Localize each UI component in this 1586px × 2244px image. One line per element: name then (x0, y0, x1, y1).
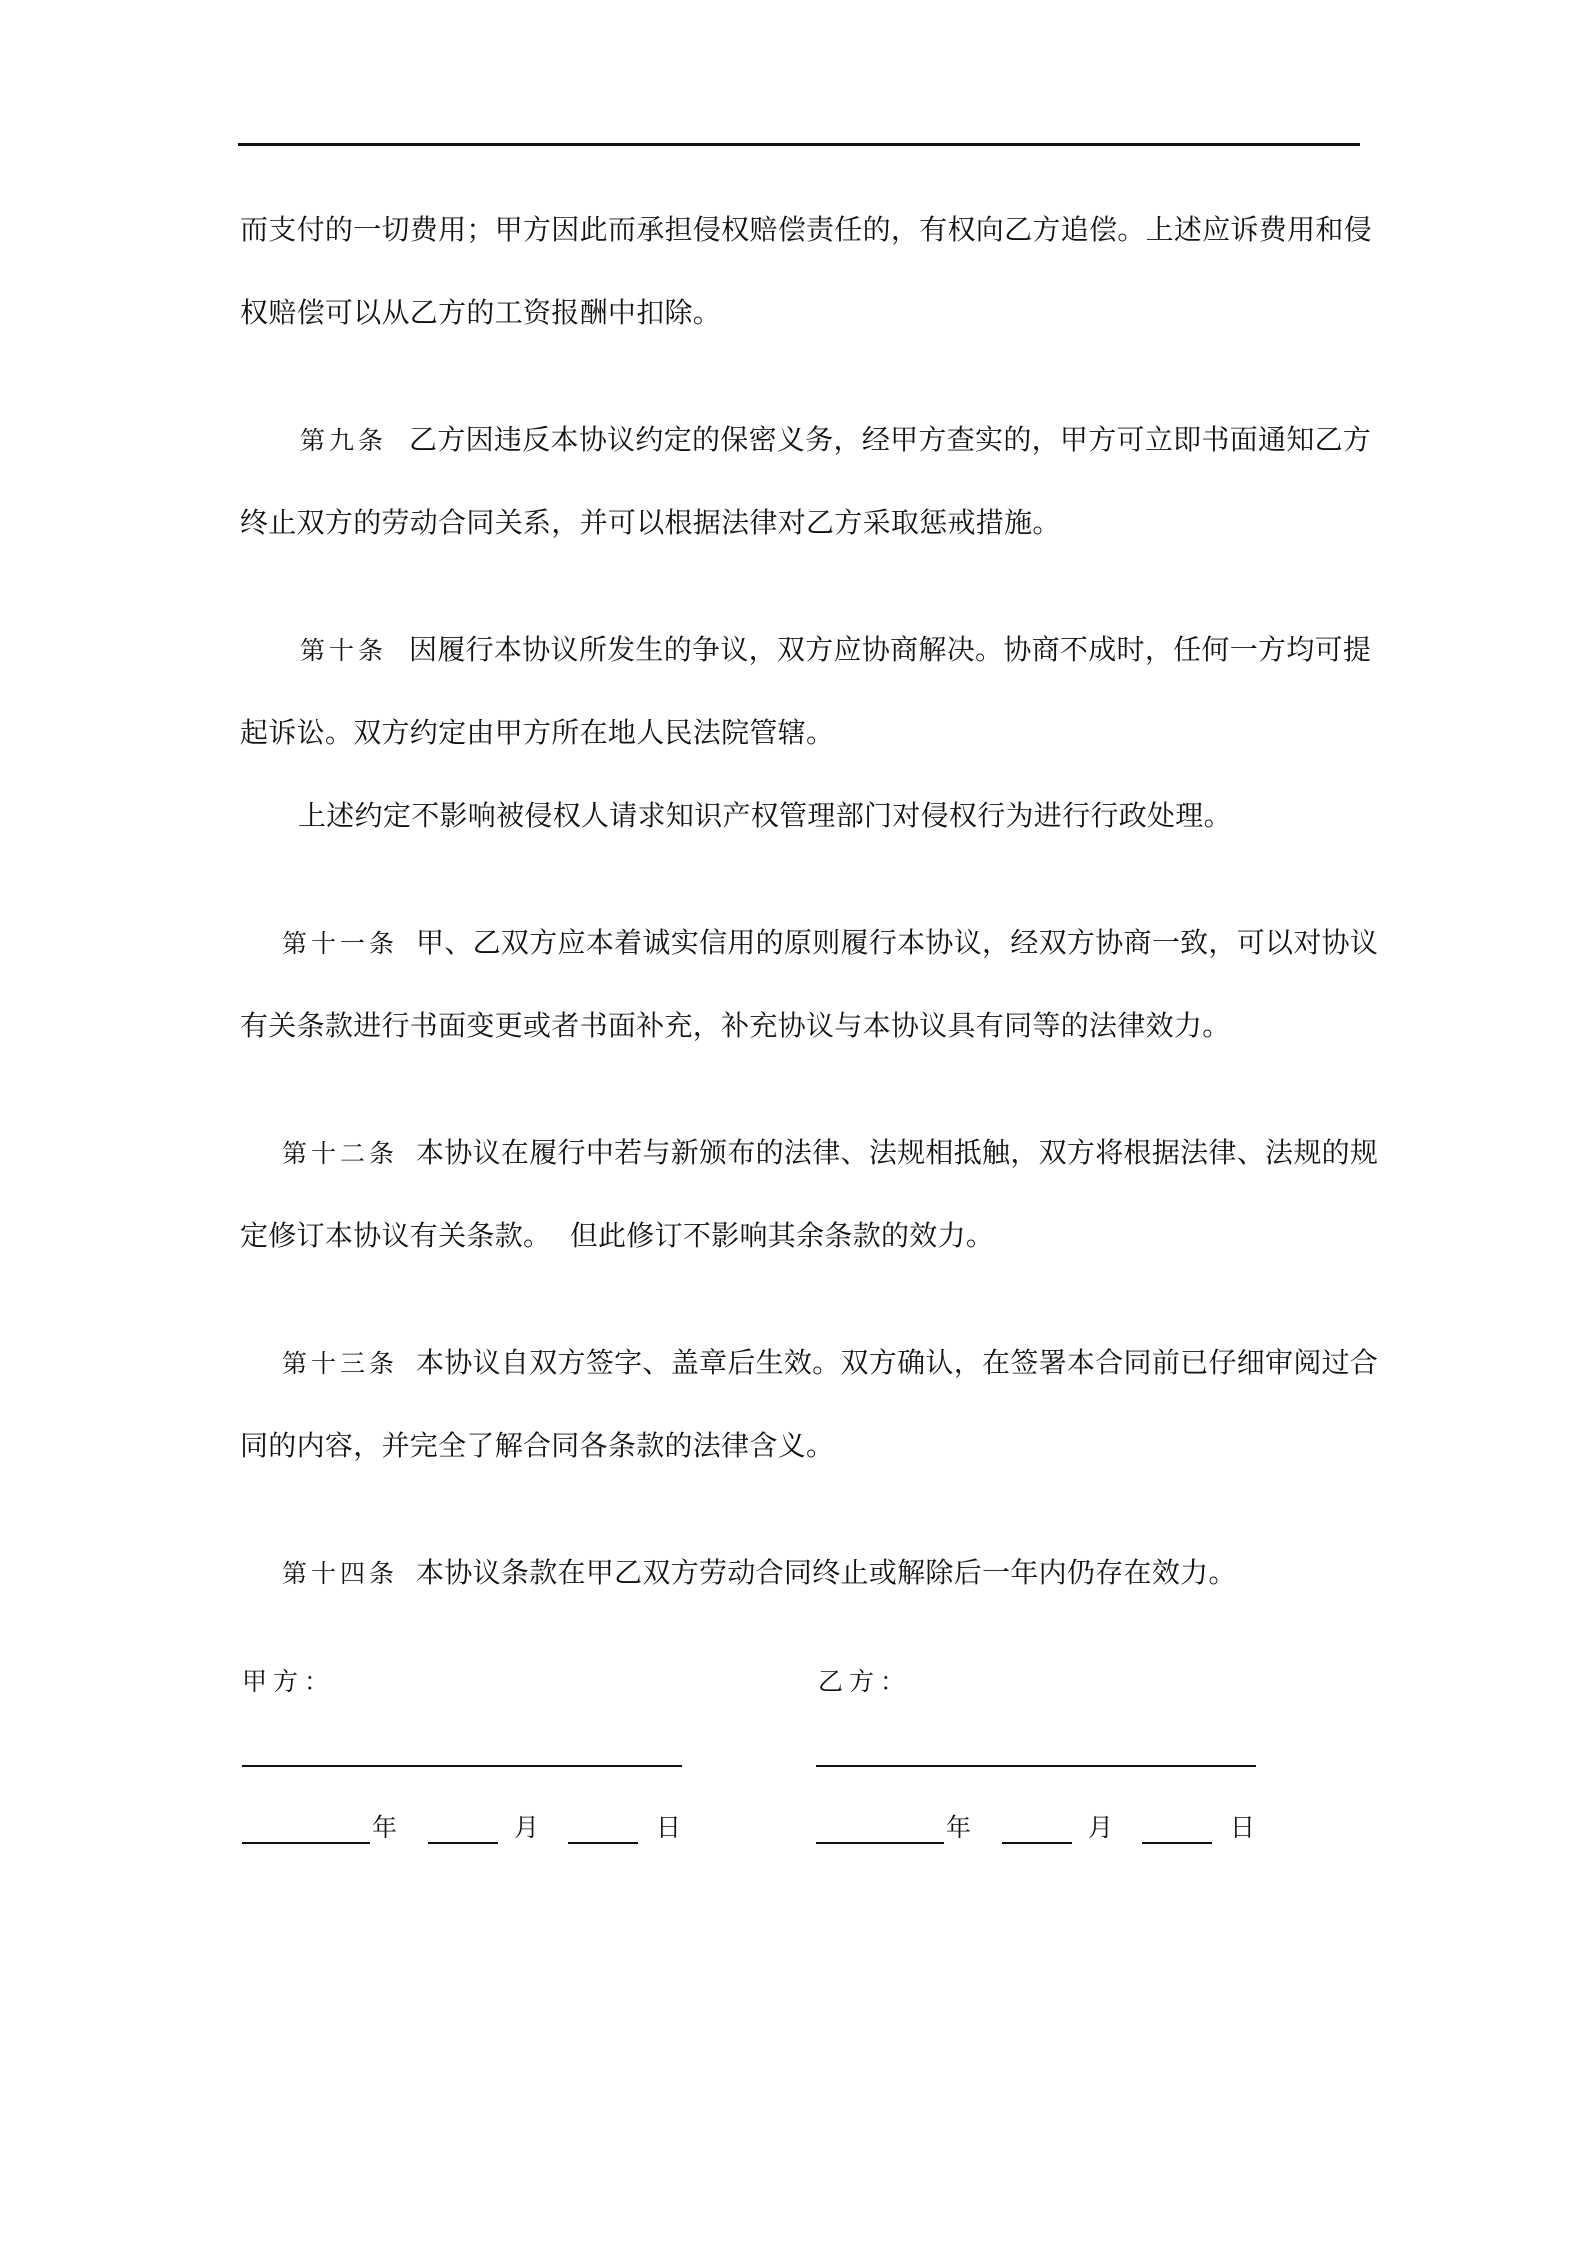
article-14-label: 第十四条 (282, 1559, 399, 1588)
party-a-month-line (428, 1842, 498, 1844)
paragraph-line: 上述约定不影响被侵权人请求知识产权管理部门对侵权行为进行行政处理。 (298, 799, 1232, 832)
article-13-text: 本协议自双方签字、盖章后生效。双方确认，在签署本合同前已仔细审阅过合 (416, 1346, 1379, 1379)
party-b-year-line (816, 1842, 944, 1844)
article-9-text: 乙方因违反本协议约定的保密义务，经甲方查实的，甲方可立即书面通知乙方 (409, 423, 1372, 456)
article-9-line-1 (300, 422, 1420, 459)
party-b-label: 乙方： (818, 1667, 912, 1696)
article-14-line-1 (282, 1555, 1402, 1592)
party-a-day-line (568, 1842, 638, 1844)
article-9-label: 第九条 (300, 426, 388, 455)
article-14-text: 本协议条款在甲乙双方劳动合同终止或解除后一年内仍存在效力。 (416, 1556, 1237, 1589)
party-b-signature-line (816, 1765, 1256, 1767)
party-b-month-line (1002, 1842, 1072, 1844)
article-13-line-1 (282, 1345, 1402, 1382)
paragraph-line: 定修订本协议有关条款。 但此修订不影响其余条款的效力。 (240, 1219, 995, 1252)
paragraph-line: 有关条款进行书面变更或者书面补充，补充协议与本协议具有同等的法律效力。 (240, 1009, 1231, 1042)
article-10-text: 因履行本协议所发生的争议，双方应协商解决。协商不成时，任何一方均可提 (409, 633, 1372, 666)
article-11-label: 第十一条 (282, 929, 399, 958)
party-a-month-label: 月 (514, 1813, 540, 1842)
paragraph-line: 同的内容，并完全了解合同各条款的法律含义。 (240, 1429, 835, 1462)
party-b-day-label: 日 (1230, 1813, 1256, 1842)
article-11-text: 甲、乙双方应本着诚实信用的原则履行本协议，经双方协商一致，可以对协议 (416, 926, 1379, 959)
party-b-year-label: 年 (946, 1813, 972, 1842)
header-rule (238, 143, 1360, 146)
article-10-label: 第十条 (300, 636, 388, 665)
party-a-year-line (242, 1842, 370, 1844)
article-11-line-1 (282, 925, 1402, 962)
party-a-signature-line (242, 1765, 682, 1767)
paragraph-line: 而支付的一切费用；甲方因此而承担侵权赔偿责任的，有权向乙方追偿。上述应诉费用和侵 (240, 213, 1373, 246)
party-a-label: 甲方： (242, 1667, 336, 1696)
party-b-month-label: 月 (1088, 1813, 1114, 1842)
article-12-text: 本协议在履行中若与新颁布的法律、法规相抵触，双方将根据法律、法规的规 (416, 1136, 1379, 1169)
party-b-day-line (1142, 1842, 1212, 1844)
article-12-label: 第十二条 (282, 1139, 399, 1168)
paragraph-line: 终止双方的劳动合同关系，并可以根据法律对乙方采取惩戒措施。 (240, 506, 1061, 539)
party-a-day-label: 日 (656, 1813, 682, 1842)
paragraph-line: 起诉讼。双方约定由甲方所在地人民法院管辖。 (240, 716, 835, 749)
article-13-label: 第十三条 (282, 1349, 399, 1378)
article-12-line-1 (282, 1135, 1402, 1172)
party-a-year-label: 年 (372, 1813, 398, 1842)
paragraph-line: 权赔偿可以从乙方的工资报酬中扣除。 (240, 296, 722, 329)
article-10-line-1 (300, 632, 1420, 669)
